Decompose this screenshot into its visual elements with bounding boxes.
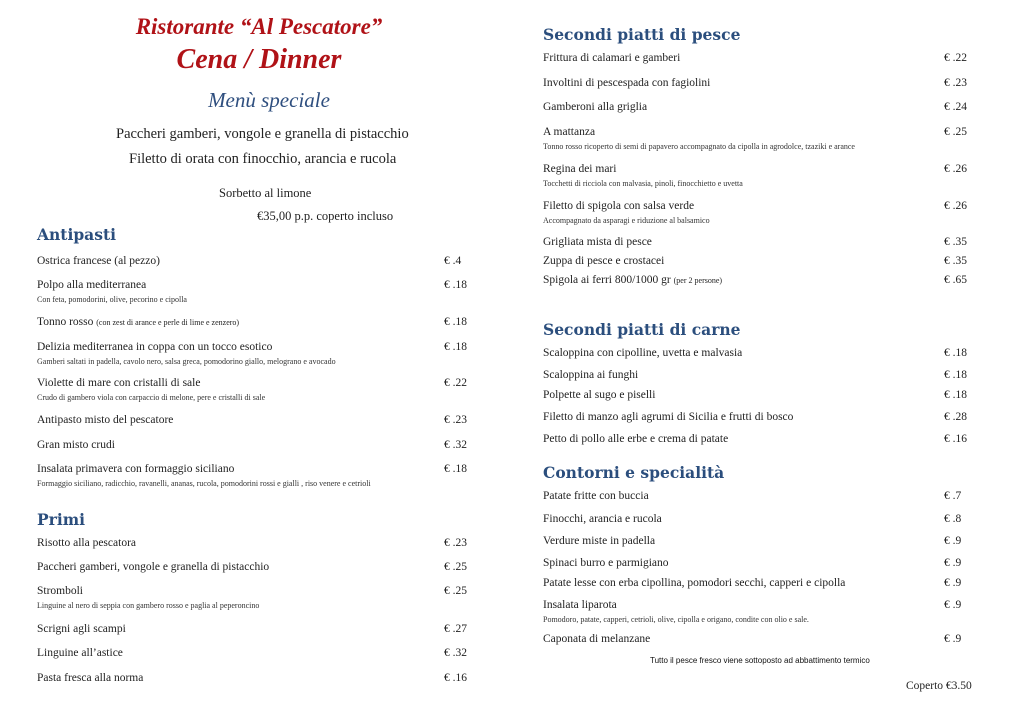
menu-item-name: Filetto di manzo agli agrumi di Sicilia e frutti di bosco xyxy=(543,411,794,423)
menu-item-name: Ostrica francese (al pezzo) xyxy=(37,255,160,267)
menu-item-name: Patate fritte con buccia xyxy=(543,490,649,502)
menu-item-price: € .35 xyxy=(944,236,967,248)
menu-item-name: Filetto di spigola con salsa verde xyxy=(543,200,695,212)
menu-item-name: Gamberoni alla griglia xyxy=(543,101,648,113)
menu-item-price: € .27 xyxy=(444,623,467,635)
menu-item-price: € .26 xyxy=(944,200,967,212)
menu-item-name-text: Tonno rosso xyxy=(37,316,94,328)
fresh-fish-note: Tutto il pesce fresco viene sottoposto ad abbattimento termico xyxy=(650,656,870,665)
menu-item-name: Grigliata mista di pesce xyxy=(543,236,652,248)
menu-item-name: A mattanza xyxy=(543,126,596,138)
menu-item-price: € .18 xyxy=(444,279,467,291)
menu-item-description: Formaggio siciliano, radicchio, ravanelli, ananas, rucola, pomodorini rossi e gialli , riso venere e cetrioli xyxy=(37,479,371,488)
cover-charge: Coperto €3.50 xyxy=(906,680,972,692)
menu-item-price: € .65 xyxy=(944,274,967,286)
menu-item-name: Paccheri gamberi, vongole e granella di pistacchio xyxy=(37,561,270,573)
menu-item-price: € .24 xyxy=(944,101,967,113)
menu-item-price: € .18 xyxy=(944,369,967,381)
special-menu-heading: Menù speciale xyxy=(208,88,330,112)
menu-item-name: Involtini di pescespada con fagiolini xyxy=(543,77,711,89)
menu-item-name: Zuppa di pesce e crostacei xyxy=(543,255,665,267)
special-item: Filetto di orata con finocchio, arancia e rucola xyxy=(129,151,397,167)
menu-item-price: € .25 xyxy=(444,561,467,573)
menu-item-description: Crudo di gambero viola con carpaccio di melone, pere e cristalli di sale xyxy=(37,393,266,402)
menu-item-name: Patate lesse con erba cipollina, pomodori secchi, capperi e cipolla xyxy=(543,577,846,589)
menu-item-name: Risotto alla pescatora xyxy=(37,537,136,549)
menu-item-name-text: Spigola ai ferri 800/1000 gr xyxy=(543,274,671,286)
special-item: Sorbetto al limone xyxy=(219,186,312,200)
menu-item-name: Regina dei mari xyxy=(543,163,617,175)
special-price: €35,00 p.p. coperto incluso xyxy=(257,209,394,223)
menu-item-price: € .9 xyxy=(944,577,962,589)
menu-item-price: € .28 xyxy=(944,411,967,423)
menu-item-price: € .9 xyxy=(944,633,962,645)
special-item: Paccheri gamberi, vongole e granella di pistacchio xyxy=(116,126,409,142)
menu-item-description: Con feta, pomodorini, olive, pecorino e cipolla xyxy=(37,295,187,304)
menu-item-name: Scaloppina con cipolline, uvetta e malvasia xyxy=(543,347,743,359)
menu-item-price: € .25 xyxy=(944,126,967,138)
menu-item-description: Tonno rosso ricoperto di semi di papavero accompagnato da cipolla in agrodolce, tzaziki e arance xyxy=(543,142,855,151)
menu-item-price: € .9 xyxy=(944,599,962,611)
section-heading-secondi-pesce: Secondi piatti di pesce xyxy=(543,25,741,44)
menu-item-name: Scrigni agli scampi xyxy=(37,623,126,635)
menu-item-price: € .16 xyxy=(444,672,467,684)
menu-item-note: (con zest di arance e perle di lime e zenzero) xyxy=(96,318,240,327)
menu-item-name: Petto di pollo alle erbe e crema di patate xyxy=(543,433,729,445)
menu-item-description: Tocchetti di ricciola con malvasia, pinoli, finocchietto e uvetta xyxy=(543,179,743,188)
menu-item-price: € .22 xyxy=(444,377,467,389)
menu-item-name: Insalata primavera con formaggio siciliano xyxy=(37,463,235,475)
menu-item-price: € .9 xyxy=(944,535,962,547)
menu-item-price: € .7 xyxy=(944,490,962,502)
menu-item-name: Finocchi, arancia e rucola xyxy=(543,513,662,525)
section-heading-contorni: Contorni e specialità xyxy=(543,463,725,482)
menu-item-name: Delizia mediterranea in coppa con un tocco esotico xyxy=(37,341,273,353)
menu-item-price: € .32 xyxy=(444,647,467,659)
menu-item-name: Caponata di melanzane xyxy=(543,633,651,645)
menu-item-description: Gamberi saltati in padella, cavolo nero, salsa greca, pomodorino giallo, melograno e avocado xyxy=(37,357,336,366)
menu-item-price: € .8 xyxy=(944,513,962,525)
menu-item-note: (per 2 persone) xyxy=(673,276,723,285)
menu-item-price: € .16 xyxy=(944,433,967,445)
menu-item-name: Insalata liparota xyxy=(543,599,617,611)
menu-item-price: € .4 xyxy=(444,255,462,267)
menu-item-price: € .18 xyxy=(944,347,967,359)
menu-item-name xyxy=(37,316,239,328)
menu-item-price: € .23 xyxy=(444,537,467,549)
menu-item-name: Scaloppina ai funghi xyxy=(543,369,639,381)
menu-item-name: Polpo alla mediterranea xyxy=(37,279,147,291)
menu-item-name: Gran misto crudi xyxy=(37,439,115,451)
menu-item-price: € .32 xyxy=(444,439,467,451)
menu-item-name: Violette di mare con cristalli di sale xyxy=(37,377,201,389)
menu-item-price: € .18 xyxy=(444,316,467,328)
menu-item-price: € .18 xyxy=(444,341,467,353)
menu-item-name: Spinaci burro e parmigiano xyxy=(543,557,669,569)
restaurant-name: Ristorante “Al Pescatore” xyxy=(135,14,383,39)
menu-item-name: Pasta fresca alla norma xyxy=(37,672,144,684)
menu-title: Cena / Dinner xyxy=(176,44,342,75)
menu-item-price: € .25 xyxy=(444,585,467,597)
menu-item-description: Pomodoro, patate, capperi, cetrioli, olive, cipolla e origano, condite con olio e sale. xyxy=(543,615,809,624)
menu-item-price: € .22 xyxy=(944,52,967,64)
menu-item-description: Linguine al nero di seppia con gambero rosso e paglia al peperoncino xyxy=(37,601,260,610)
menu-item-price: € .35 xyxy=(944,255,967,267)
menu-item-description: Accompagnato da asparagi e riduzione al balsamico xyxy=(543,216,710,225)
menu-item-name: Stromboli xyxy=(37,585,84,597)
menu-item-name: Linguine all’astice xyxy=(37,647,123,659)
section-heading-antipasti: Antipasti xyxy=(37,225,116,244)
section-heading-secondi-carne: Secondi piatti di carne xyxy=(543,320,741,339)
menu-item-price: € .26 xyxy=(944,163,967,175)
menu-item-name: Polpette al sugo e piselli xyxy=(543,389,656,401)
menu-item-name: Frittura di calamari e gamberi xyxy=(543,52,681,64)
menu-item-price: € .23 xyxy=(944,77,967,89)
menu-item-name: Antipasto misto del pescatore xyxy=(37,414,174,426)
menu-item-name xyxy=(543,274,722,286)
menu-item-name: Verdure miste in padella xyxy=(543,535,656,547)
menu-item-price: € .9 xyxy=(944,557,962,569)
section-heading-primi: Primi xyxy=(37,510,85,529)
menu-item-price: € .18 xyxy=(444,463,467,475)
menu-item-price: € .23 xyxy=(444,414,467,426)
menu-item-price: € .18 xyxy=(944,389,967,401)
